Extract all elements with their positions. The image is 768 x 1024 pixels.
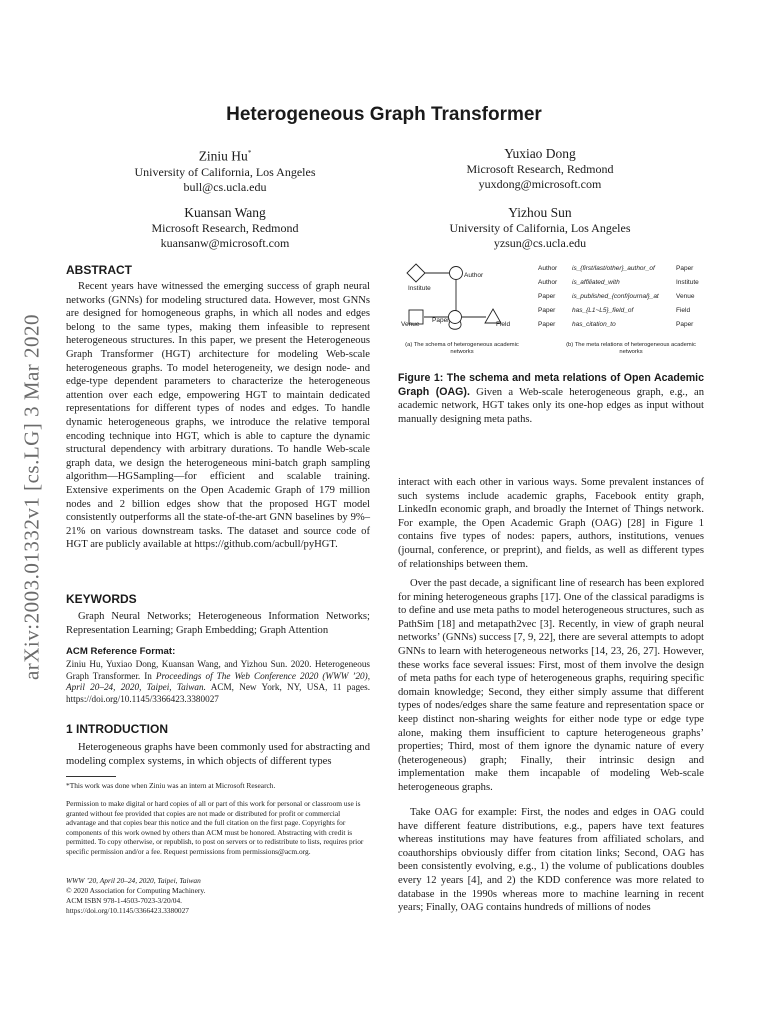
- subfigure-b-caption: (b) The meta relations of heterogeneous academic networks: [566, 342, 696, 355]
- meta-row-relation: has_citation_to: [572, 321, 616, 328]
- permission-notice: Permission to make digital or hard copies of all or part of this work for personal or classroom use is granted without fee provided that copies are not made or distributed for profit or commercial advantage and that copies bear this notice and the full citation on the first page. Copyrights for components of this work owned by others than ACM must be honored. Abstracting with credit is permitted. To copy otherwise, or republish, to post on servers or to redistribute to lists, requires prior specific permission and/or a fee. Request permissions from permissions@acm.org.: [66, 799, 364, 856]
- author-email: bull@cs.ucla.edu: [183, 179, 267, 194]
- author-affiliation: University of California, Los Angeles: [449, 221, 631, 235]
- figure-1-caption: [398, 372, 704, 426]
- figure-1-caption-text: Given a Web-scale heterogeneous graph, e.g., an academic network, HGT takes only its one-hop edges as input without manually designing meta paths.: [398, 386, 704, 425]
- copyright-line: © 2020 Association for Computing Machinery.: [66, 886, 206, 895]
- figure-1-caption-label: Figure 1: The schema and meta relations of Open Academic Graph (OAG).: [398, 372, 704, 398]
- author-name: Ziniu Hu*: [198, 148, 252, 164]
- meta-row-target: Venue: [676, 293, 695, 300]
- keywords-text: Graph Neural Networks; Heterogeneous Information Networks; Representation Learning; Graph Embedding; Graph Attention: [66, 611, 370, 636]
- abstract-text: Recent years have witnessed the emerging success of graph neural networks (GNNs) for modeling structured data. However, most GNNs are designed for homogeneous graphs, in which all nodes and edges belong to the same types, making them infeasible to represent heterogeneous structures. In this paper, we present the Heterogeneous Graph Transformer (HGT) architecture for modeling Web-scale heterogeneous graphs. To model heterogeneity, we design node- and edge-type dependent parameters to characterize the heterogeneous attention over each edge, empowering HGT to maintain dedicated representations for different types of nodes and edges. To handle dynamic heterogeneous graphs, we introduce the relative temporal encoding technique into HGT, which is able to capture the dynamic structural dependency with arbitrary durations. To handle Web-scale graph data, we design the heterogeneous mini-batch graph sampling algorithm—HGSampling—for efficient and scalable training. Extensive experiments on the Open Academic Graph of 179 million nodes and 2 billion edges show that the proposed HGT model consistently outperforms all the state-of-the-art GNN baselines by 9%–21% on various downstream tasks. The dataset and source code of HGT are publicly available at https://github.com/acbull/pyHGT.: [66, 281, 370, 551]
- doi-link[interactable]: https://doi.org/10.1145/3366423.3380027: [66, 906, 189, 915]
- abstract-heading: ABSTRACT: [66, 263, 132, 277]
- author-name: Yizhou Sun: [508, 205, 572, 220]
- author-name: Yuxiao Dong: [504, 146, 576, 161]
- meta-row-relation: has_{L1~L5}_field_of: [572, 307, 634, 314]
- author-name: Kuansan Wang: [184, 205, 266, 220]
- author-block-4: [410, 204, 670, 251]
- subfigure-a-caption: (a) The schema of heterogeneous academic networks: [405, 342, 519, 355]
- author-affiliation: Microsoft Research, Redmond: [466, 162, 614, 176]
- paper-title: Heterogeneous Graph Transformer: [226, 104, 542, 125]
- meta-row-relation: is_{first/last/other}_author_of: [572, 265, 655, 272]
- meta-row-relation: is_affiliated_with: [572, 279, 620, 286]
- intro-paragraph-2: interact with each other in various ways. Some prevalent instances of such systems include academic graphs, Facebook entity graph, LinkedIn economic graph, and broadly the Internet of Things network. For example, the Open Academic Graph (OAG) [28] in Figure 1 contains five types of nodes: papers, authors, institutions, venues (journal, conference, or preprint), and fields, as well as different types of relationships between them.: [398, 477, 704, 570]
- meta-row-source: Author: [538, 265, 558, 272]
- author-block-2: [410, 145, 670, 192]
- meta-row-target: Field: [676, 307, 691, 314]
- intro-paragraph-4: Take OAG for example: First, the nodes and edges in OAG could have different feature distributions, e.g., papers have text features whereas institutions may have features from affiliated scholars, and coauthorships obviously differ from citation links; Second, OAG has been consistently evolving, e.g., 1) the volume of publications doubles every 12 years [4], and 2) the KDD conference was more related to database in the 1990s whereas more to machine learning in recent years; Finally, OAG contains hundreds of millions of nodes: [398, 807, 704, 914]
- author-block-3: [95, 204, 355, 251]
- meta-row-source: Paper: [538, 307, 556, 314]
- meta-row-target: Paper: [676, 321, 694, 328]
- keywords-heading: KEYWORDS: [66, 592, 137, 606]
- author-affiliation: Microsoft Research, Redmond: [151, 221, 299, 235]
- conference-venue: WWW ’20, April 20–24, 2020, Taipei, Taiwan: [66, 876, 201, 885]
- figure-1: [398, 262, 704, 362]
- arxiv-identifier: [12, 272, 52, 722]
- meta-row-source: Paper: [538, 293, 556, 300]
- meta-row-source: Paper: [538, 321, 556, 328]
- acm-reference-heading: ACM Reference Format:: [66, 646, 176, 657]
- author-affiliation: University of California, Los Angeles: [134, 164, 316, 179]
- meta-row-relation: is_published_{conf/journal}_at: [572, 293, 659, 300]
- arxiv-id-text: arXiv:2003.01332v1 [cs.LG] 3 Mar 2020: [19, 313, 44, 681]
- node-label-field: Field: [496, 321, 511, 328]
- author-email: yzsun@cs.ucla.edu: [493, 236, 587, 250]
- isbn-line: ACM ISBN 978-1-4503-7023-3/20/04.: [66, 896, 182, 905]
- meta-row-source: Author: [538, 279, 558, 286]
- acm-reference-text: Ziniu Hu, Yuxiao Dong, Kuansan Wang, and Yizhou Sun. 2020. Heterogeneous Graph Transformer. In Proceedings of The Web Conference 2020 (WWW ’20), April 20–24, 2020, Taipei, Taiwan. ACM, New York, NY, USA, 11 pages. https://doi.org/10.1145/3366423.3380027: [66, 659, 371, 704]
- intro-paragraph-3: Over the past decade, a significant line of research has been explored for mining heterogeneous graphs [17]. One of the classical paradigms is to define and use meta paths to model heterogeneous structures, such as PathSim [18] and metapath2vec [3]. Recently, in view of graph neural networks’ (GNNs) success [7, 9, 22], there are several attempts to adopt GNNs to learn with heterogeneous networks [14, 23, 26, 27]. However, these works face several issues: First, most of them involve the design of meta paths for each type of heterogeneous graphs, requiring specific domain knowledge; Second, they either simply assume that different types of nodes/edges share the same feature and representation space or keep distinct non-sharing weights for either node type or edge type alone, making them insufficient to capture heterogeneous graphs’ properties; Third, most of them ignore the dynamic nature of every (heterogeneous) graph; Finally, their intrinsic design and implementation make them incapable of modeling Web-scale heterogeneous graphs.: [398, 578, 704, 793]
- footnote-text: *This work was done when Ziniu was an intern at Microsoft Research.: [66, 781, 276, 790]
- node-label-author: Author: [464, 272, 484, 279]
- author-email: yuxdong@microsoft.com: [478, 177, 602, 191]
- author-block-1: [95, 145, 355, 195]
- introduction-heading: 1 INTRODUCTION: [66, 722, 168, 736]
- meta-row-target: Paper: [676, 265, 694, 272]
- node-label-paper: Paper: [432, 317, 450, 324]
- meta-row-target: Institute: [676, 279, 699, 286]
- node-label-venue: Venue: [401, 321, 420, 328]
- footnote-rule: [66, 776, 116, 777]
- intro-paragraph-1: Heterogeneous graphs have been commonly used for abstracting and modeling complex systems, in which objects of different types: [66, 742, 370, 767]
- node-label-institute: Institute: [408, 285, 431, 292]
- author-email: kuansanw@microsoft.com: [160, 236, 290, 250]
